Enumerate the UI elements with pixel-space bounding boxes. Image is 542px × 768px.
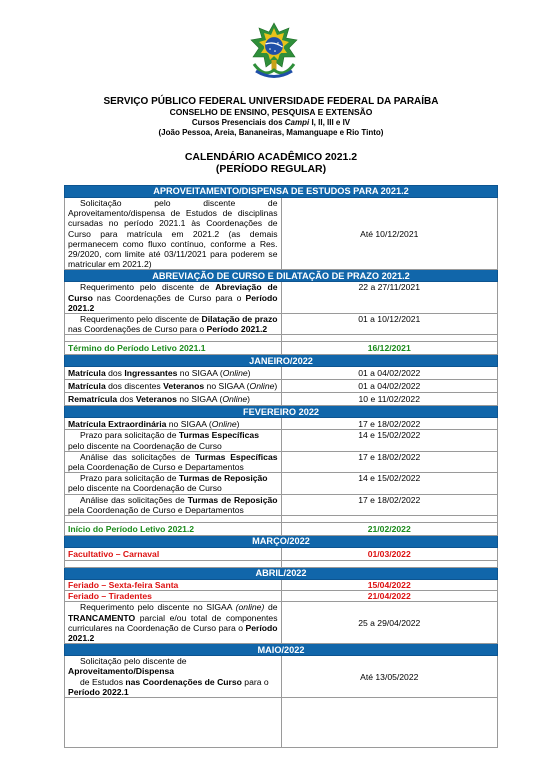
section-header: JANEIRO/2022 [65,355,498,367]
event-date: 14 e 15/02/2022 [281,473,498,494]
event-description: Matrícula dos Ingressantes no SIGAA (Online) [65,367,282,380]
event-date: 21/02/2022 [281,523,498,536]
event-date: 15/04/2022 [281,580,498,591]
event-date: 17 e 18/02/2022 [281,494,498,515]
event-date: 17 e 18/02/2022 [281,451,498,472]
institution-name: SERVIÇO PÚBLICO FEDERAL UNIVERSIDADE FEDERAL DA PARAÍBA [103,96,439,107]
event-description: Matrícula Extraordinária no SIGAA (Online) [65,418,282,430]
table-row [65,430,498,451]
section-header: FEVEREIRO 2022 [65,406,498,418]
table-row [65,602,498,644]
section-header: ABREVIAÇÃO DE CURSO E DILATAÇÃO DE PRAZO 2021.2 [65,270,498,282]
event-date: 25 a 29/04/2022 [281,602,498,644]
brazil-coat-of-arms-icon [246,22,302,82]
event-date: 01 a 04/02/2022 [281,367,498,380]
event-date: 01/03/2022 [281,548,498,561]
spacer-row [65,561,498,568]
event-date: 17 e 18/02/2022 [281,418,498,430]
table-row [65,548,498,561]
event-description: Matrícula dos discentes Veteranos no SIGAA (Online) [65,380,282,393]
section-header: ABRIL/2022 [65,568,498,580]
event-description: Requerimento pelo discente de Abreviação de Curso nas Coordenações de Curso para o Período 2021.2 [65,282,282,314]
table-row [65,198,498,270]
spacer-row [65,335,498,342]
event-description: Feriado – Sexta-feira Santa [65,580,282,591]
event-description: Solicitação pelo discente de Aproveitamento/dispensa de Estudos de disciplinas cursadas no período 2021.1 às Coordenações de Curso para matrícula em 2021.2 (as demais permanecem como fluxo contínuo, conforme a Res. 29/2020, com limite até 03/11/2021 para poderem se matricular em 2021.2) [65,198,282,270]
event-description: Análise das solicitações de Turmas Específicas pela Coordenação de Curso e Departamentos [65,451,282,472]
table-row [65,494,498,515]
event-description: Requerimento pelo discente de Dilatação de prazo nas Coordenações de Curso para o Período 2021.2 [65,314,282,335]
event-description: Facultativo – Carnaval [65,548,282,561]
section-header: MARÇO/2022 [65,536,498,548]
event-description: Rematrícula dos Veteranos no SIGAA (Online) [65,393,282,406]
table-row [65,656,498,698]
table-row [65,451,498,472]
event-description: Solicitação pelo discente de Aproveitamento/Dispensa de Estudos nas Coordenações de Curso para o Período 2022.1 [65,656,282,698]
table-row [65,523,498,536]
table-row [65,591,498,602]
event-description: Início do Período Letivo 2021.2 [65,523,282,536]
table-row [65,418,498,430]
event-date: 22 a 27/11/2021 [281,282,498,314]
table-row [65,380,498,393]
table-row [65,580,498,591]
event-description: Feriado – Tiradentes [65,591,282,602]
document-title: CALENDÁRIO ACADÊMICO 2021.2 [184,151,358,163]
event-date: Até 10/12/2021 [281,198,498,270]
campi-line: Cursos Presenciais dos Campi I, II, III e IV [191,118,351,127]
event-description: Prazo para solicitação de Turmas Específicas pelo discente na Coordenação de Curso [65,430,282,451]
section-header: APROVEITAMENTO/DISPENSA DE ESTUDOS PARA 2021.2 [65,186,498,198]
table-row [65,342,498,355]
academic-calendar-table [64,185,498,748]
event-date: 16/12/2021 [281,342,498,355]
council-name: CONSELHO DE ENSINO, PESQUISA E EXTENSÃO [169,107,373,117]
event-date: Até 13/05/2022 [281,656,498,698]
event-date: 14 e 15/02/2022 [281,430,498,451]
table-row [65,314,498,335]
table-row [65,473,498,494]
event-date: 01 a 04/02/2022 [281,380,498,393]
table-row [65,367,498,380]
section-header: MAIO/2022 [65,644,498,656]
event-description: Requerimento pelo discente no SIGAA (online) de TRANCAMENTO parcial e/ou total de componentes curriculares na Coordenação de Curso para o Período 2021.2 [65,602,282,644]
cities-line: (João Pessoa, Areia, Bananeiras, Mamanguape e Rio Tinto) [158,128,384,137]
document-subtitle: (PERÍODO REGULAR) [215,163,327,175]
spacer-row [65,516,498,523]
table-row [65,698,498,748]
table-row [65,393,498,406]
event-date: 21/04/2022 [281,591,498,602]
event-date: 10 e 11/02/2022 [281,393,498,406]
event-description: Término do Período Letivo 2021.1 [65,342,282,355]
event-description: Análise das solicitações de Turmas de Reposição pela Coordenação de Curso e Departamentos [65,494,282,515]
event-description: Prazo para solicitação de Turmas de Reposição pelo discente na Coordenação de Curso [65,473,282,494]
table-row [65,282,498,314]
event-date: 01 a 10/12/2021 [281,314,498,335]
